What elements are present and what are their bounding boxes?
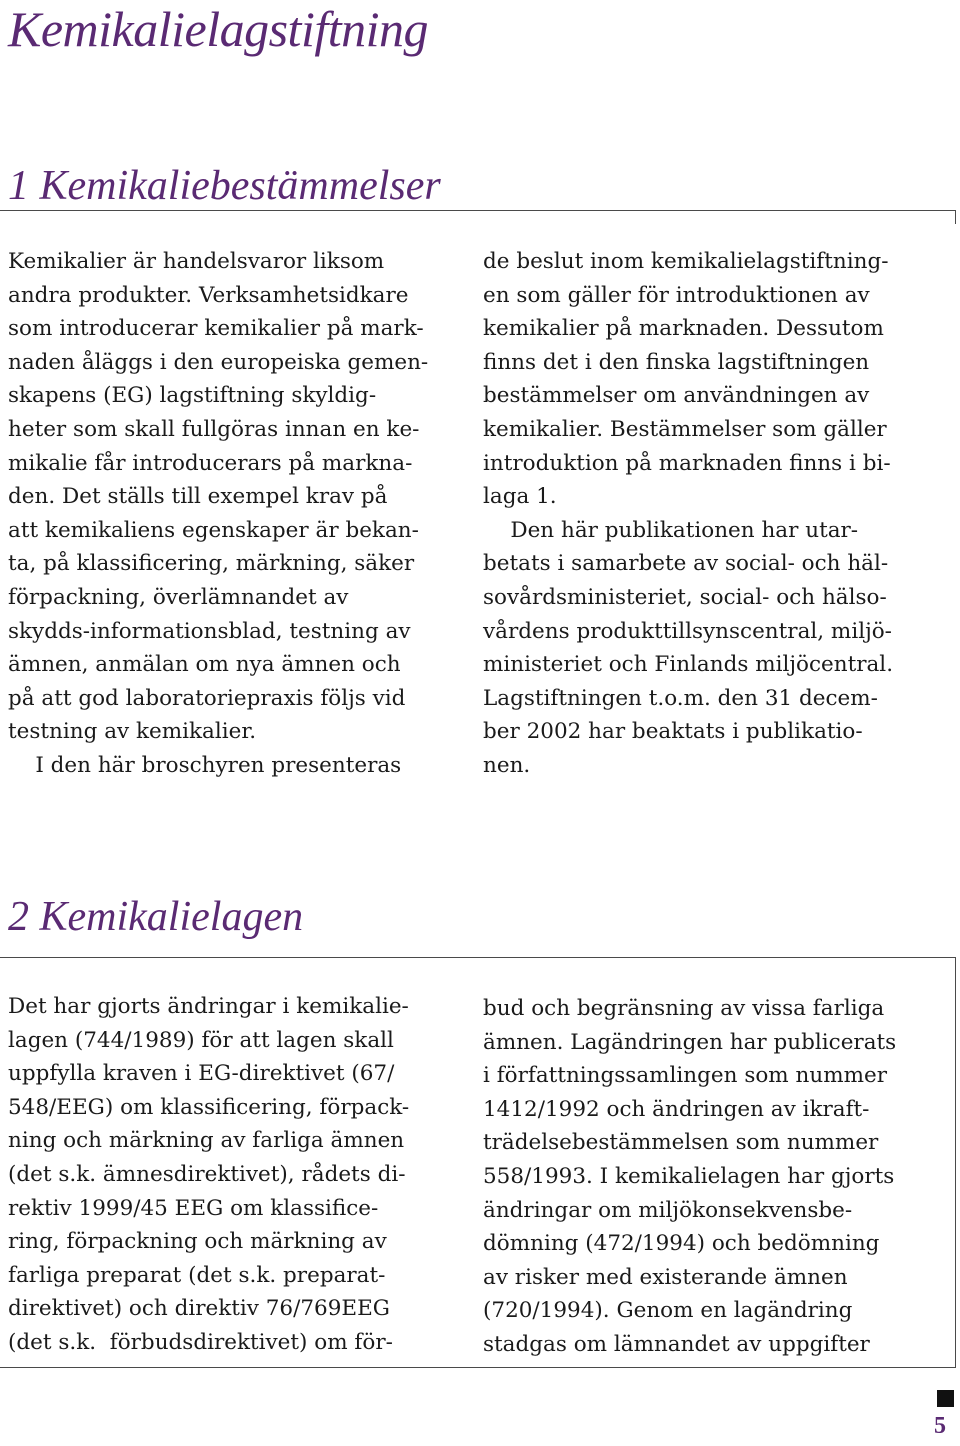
text-line: ning och märkning av farliga ämnen	[8, 1128, 405, 1154]
page-number: 5	[934, 1413, 946, 1439]
text-line: direktivet) och direktiv 76/769EEG	[8, 1296, 390, 1322]
section-1-left-column	[8, 245, 428, 783]
section-2-rule	[0, 957, 956, 958]
footer-rule	[0, 1367, 956, 1368]
text-line: introduktion på marknaden finns i bi-	[483, 450, 891, 476]
text-line: dömning (472/1994) och bedömning	[483, 1231, 880, 1257]
text-line: i författningssamlingen som nummer	[483, 1063, 887, 1089]
text-line: Den här publikationen har utar-	[483, 517, 859, 543]
text-line: av risker med existerande ämnen	[483, 1264, 848, 1290]
section-2-heading: 2 Kemikalielagen	[8, 894, 304, 940]
text-line: (det s.k. ämnesdirektivet), rådets di-	[8, 1161, 406, 1187]
text-line: sovårdsministeriet, social- och hälso-	[483, 584, 887, 610]
end-marker-icon	[937, 1390, 954, 1407]
text-line: bud och begränsning av vissa farliga	[483, 996, 885, 1021]
text-line: Lagstiftningen t.o.m. den 31 decem-	[483, 685, 878, 711]
text-line: vårdens produkttillsynscentral, miljö-	[483, 618, 892, 644]
text-line: på att god laboratoriepraxis följs vid	[8, 685, 406, 711]
text-line: ministeriet och Finlands miljöcentral.	[483, 652, 894, 678]
text-line: skapens (EG) lagstiftning skyldig-	[8, 383, 377, 409]
section-1-right-border	[955, 210, 956, 224]
text-line: I den här broschyren presenteras	[8, 752, 402, 778]
text-line: att kemikaliens egenskaper är bekan-	[8, 517, 419, 543]
text-line: förpackning, överlämnandet av	[8, 584, 349, 610]
text-line: 548/EEG) om klassificering, förpack-	[8, 1094, 410, 1120]
text-line: naden åläggs i den europeiska gemen-	[8, 349, 429, 375]
text-line: testning av kemikalier.	[8, 719, 257, 745]
text-line: ändringar om miljökonsekvensbe-	[483, 1197, 853, 1223]
text-line: skydds-informationsblad, testning av	[8, 618, 411, 644]
text-line: ta, på klassificering, märkning, säker	[8, 551, 415, 577]
text-line: Det har gjorts ändringar i kemikalie-	[8, 994, 409, 1019]
text-line: 1412/1992 och ändringen av ikraft-	[483, 1096, 870, 1122]
text-line: som introducerar kemikalier på mark-	[8, 316, 424, 342]
text-line: kemikalier på marknaden. Dessutom	[483, 316, 884, 342]
text-line: 558/1993. I kemikalielagen har gjorts	[483, 1163, 895, 1189]
section-1-rule	[0, 210, 956, 211]
text-line: trädelsebestämmelsen som nummer	[483, 1130, 879, 1156]
text-line: (det s.k. förbudsdirektivet) om för-	[8, 1329, 393, 1355]
text-line: (720/1994). Genom en lagändring	[483, 1298, 853, 1324]
page-title: Kemikalielagstiftning	[8, 1, 429, 57]
section-1-heading: 1 Kemikaliebestämmelser	[8, 163, 441, 209]
section-2-right-border	[955, 957, 956, 1367]
text-line: den. Det ställs till exempel krav på	[8, 484, 388, 510]
text-line: mikalie får introducerars på markna-	[8, 450, 413, 476]
text-line: de beslut inom kemikalielagstiftning-	[483, 249, 889, 274]
text-line: finns det i den finska lagstiftningen	[483, 349, 870, 375]
text-line: andra produkter. Verksamhetsidkare	[8, 282, 409, 308]
text-line: betats i samarbete av social- och häl-	[483, 551, 889, 577]
text-line: kemikalier. Bestämmelser som gäller	[483, 416, 887, 442]
text-line: nen.	[483, 752, 531, 778]
text-line: laga 1.	[483, 484, 557, 510]
text-line: ämnen. Lagändringen har publicerats	[483, 1029, 897, 1055]
text-line: Kemikalier är handelsvaror liksom	[8, 249, 385, 274]
text-line: heter som skall fullgöras innan en ke-	[8, 416, 420, 442]
text-line: bestämmelser om användningen av	[483, 383, 870, 409]
text-line: rektiv 1999/45 EEG om klassifice-	[8, 1195, 379, 1221]
text-line: farliga preparat (det s.k. preparat-	[8, 1262, 386, 1288]
text-line: ber 2002 har beaktats i publikatio-	[483, 719, 863, 745]
text-line: lagen (744/1989) för att lagen skall	[8, 1027, 394, 1053]
section-2-left-column	[8, 990, 409, 1360]
text-line: uppfylla kraven i EG-direktivet (67/	[8, 1061, 395, 1087]
text-line: stadgas om lämnandet av uppgifter	[483, 1331, 870, 1357]
text-line: ring, förpackning och märkning av	[8, 1229, 387, 1255]
text-line: ämnen, anmälan om nya ämnen och	[8, 652, 401, 678]
section-1-right-column	[483, 245, 893, 783]
section-2-right-column	[483, 992, 896, 1362]
text-line: en som gäller för introduktionen av	[483, 282, 870, 308]
